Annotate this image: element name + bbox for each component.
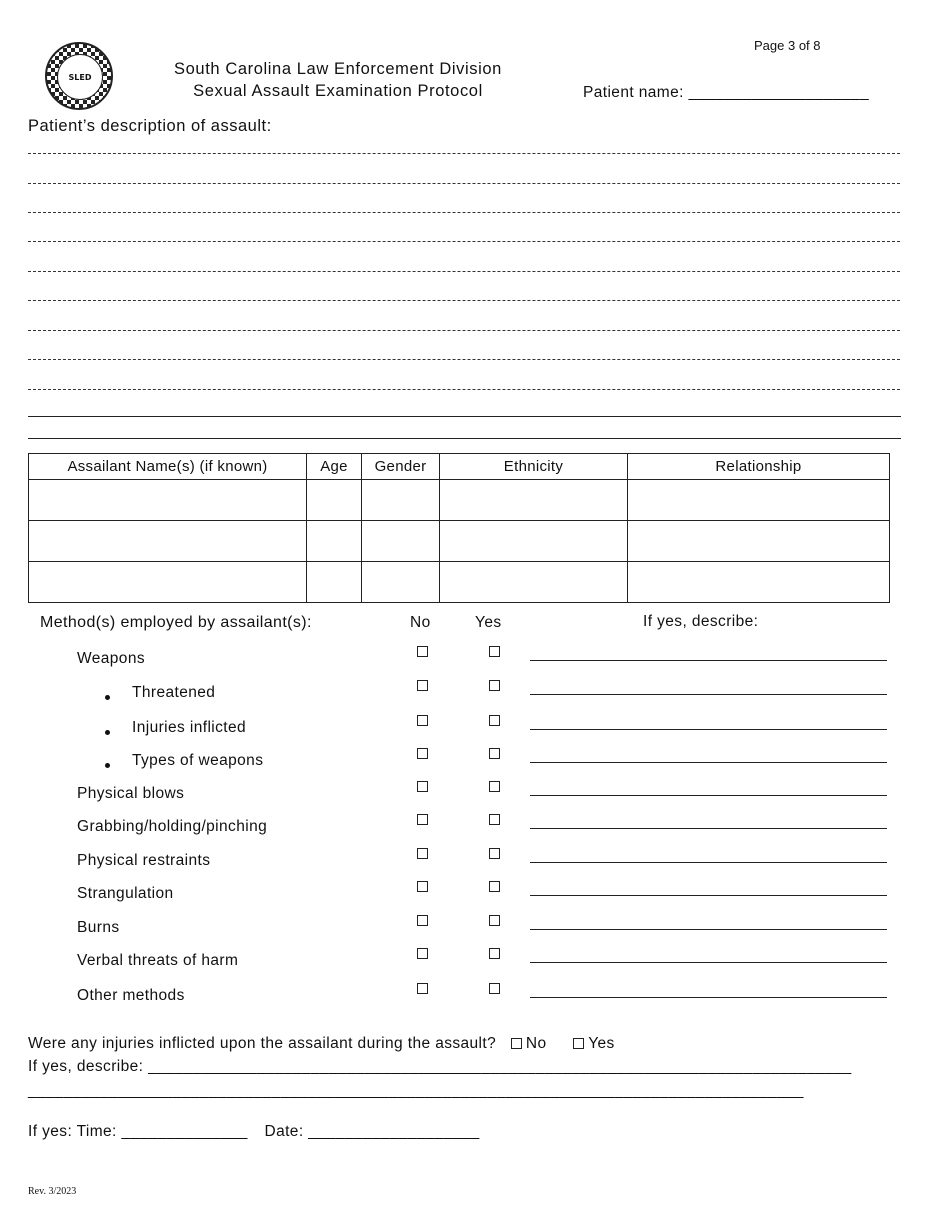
methods-yes-header: Yes [475, 614, 502, 631]
method-no-checkbox[interactable] [417, 948, 428, 959]
method-yes-checkbox[interactable] [489, 680, 500, 691]
bullet-icon [105, 730, 110, 735]
method-label: Verbal threats of harm [77, 952, 239, 969]
method-no-checkbox[interactable] [417, 646, 428, 657]
assailant-name-cell[interactable] [29, 521, 307, 562]
gender-cell[interactable] [362, 480, 440, 521]
assailant-name-cell[interactable] [29, 480, 307, 521]
relationship-cell[interactable] [628, 562, 890, 603]
method-yes-checkbox[interactable] [489, 715, 500, 726]
method-yes-checkbox[interactable] [489, 848, 500, 859]
method-describe-line[interactable] [530, 929, 887, 930]
time-blank[interactable]: ______________ [121, 1123, 248, 1140]
method-describe-line[interactable] [530, 694, 887, 695]
header-age: Age [307, 454, 362, 480]
injuries-describe-blank-2[interactable]: ______________________________________________________________________________________ [28, 1082, 804, 1099]
ethnicity-cell[interactable] [440, 480, 628, 521]
age-cell[interactable] [307, 521, 362, 562]
description-label: Patient’s description of assault: [28, 117, 272, 135]
age-cell[interactable] [307, 562, 362, 603]
method-label: Strangulation [77, 885, 174, 902]
method-label: Weapons [77, 650, 146, 667]
description-line[interactable] [28, 153, 900, 154]
header-relationship: Relationship [628, 454, 890, 480]
patient-name-blank[interactable]: ____________________ [688, 84, 869, 101]
method-no-checkbox[interactable] [417, 781, 428, 792]
table-row [29, 562, 890, 603]
method-describe-line[interactable] [530, 660, 887, 661]
method-describe-line[interactable] [530, 962, 887, 963]
method-yes-checkbox[interactable] [489, 983, 500, 994]
relationship-cell[interactable] [628, 480, 890, 521]
method-describe-line[interactable] [530, 828, 887, 829]
method-yes-checkbox[interactable] [489, 748, 500, 759]
method-label: Burns [77, 919, 120, 936]
method-no-checkbox[interactable] [417, 680, 428, 691]
method-yes-checkbox[interactable] [489, 814, 500, 825]
header-assailant-name: Assailant Name(s) (if known) [29, 454, 307, 480]
time-label: If yes: Time: [28, 1123, 117, 1140]
method-no-checkbox[interactable] [417, 915, 428, 926]
methods-heading: Method(s) employed by assailant(s): [40, 614, 312, 631]
gender-cell[interactable] [362, 521, 440, 562]
method-yes-checkbox[interactable] [489, 781, 500, 792]
method-describe-line[interactable] [530, 895, 887, 896]
description-line[interactable] [28, 241, 900, 242]
injuries-yes-checkbox[interactable] [573, 1038, 584, 1049]
method-no-checkbox[interactable] [417, 814, 428, 825]
gender-cell[interactable] [362, 562, 440, 603]
ethnicity-cell[interactable] [440, 521, 628, 562]
method-yes-checkbox[interactable] [489, 646, 500, 657]
method-describe-line[interactable] [530, 997, 887, 998]
injuries-describe-label: If yes, describe: [28, 1058, 144, 1075]
injuries-no-label: No [525, 1035, 547, 1052]
method-describe-line[interactable] [530, 795, 887, 796]
method-describe-line[interactable] [530, 862, 887, 863]
assailant-name-cell[interactable] [29, 562, 307, 603]
injuries-describe-blank[interactable]: ______________________________________________________________________________ [148, 1058, 852, 1075]
description-line[interactable] [28, 300, 900, 301]
method-label: Physical restraints [77, 852, 211, 869]
injuries-question-row [28, 1035, 615, 1053]
bullet-icon [105, 763, 110, 768]
agency-name: South Carolina Law Enforcement Division [174, 60, 502, 78]
method-label: Grabbing/holding/pinching [77, 818, 268, 835]
page-number: Page 3 of 8 [754, 38, 821, 53]
description-line[interactable] [28, 438, 901, 439]
description-line[interactable] [28, 212, 900, 213]
seal-center [57, 54, 103, 100]
methods-describe-header: If yes, describe: [643, 613, 759, 630]
method-no-checkbox[interactable] [417, 983, 428, 994]
method-no-checkbox[interactable] [417, 715, 428, 726]
relationship-cell[interactable] [628, 521, 890, 562]
method-label: Types of weapons [132, 752, 264, 769]
date-blank[interactable]: ___________________ [308, 1123, 480, 1140]
description-line[interactable] [28, 416, 901, 417]
revision-note: Rev. 3/2023 [28, 1186, 77, 1197]
method-label: Other methods [77, 987, 185, 1004]
description-line[interactable] [28, 183, 900, 184]
header-gender: Gender [362, 454, 440, 480]
assailant-table [28, 453, 890, 603]
injuries-describe-row [28, 1058, 852, 1076]
description-line[interactable] [28, 271, 900, 272]
method-describe-line[interactable] [530, 729, 887, 730]
description-line[interactable] [28, 330, 900, 331]
method-no-checkbox[interactable] [417, 748, 428, 759]
patient-name-field[interactable] [583, 84, 869, 102]
bullet-icon [105, 695, 110, 700]
method-yes-checkbox[interactable] [489, 881, 500, 892]
time-date-row [28, 1123, 480, 1141]
description-line[interactable] [28, 389, 900, 390]
injuries-question: Were any injuries inflicted upon the assailant during the assault? [28, 1035, 497, 1052]
method-yes-checkbox[interactable] [489, 915, 500, 926]
description-line[interactable] [28, 359, 900, 360]
header-ethnicity: Ethnicity [440, 454, 628, 480]
age-cell[interactable] [307, 480, 362, 521]
form-title: Sexual Assault Examination Protocol [193, 82, 483, 100]
patient-name-label: Patient name: [583, 84, 684, 101]
method-label: Physical blows [77, 785, 185, 802]
seal-text: SLED [68, 72, 92, 82]
table-row [29, 480, 890, 521]
methods-no-header: No [410, 614, 431, 631]
sled-seal-icon [45, 42, 113, 110]
method-no-checkbox[interactable] [417, 848, 428, 859]
date-label: Date: [264, 1123, 304, 1140]
method-label: Threatened [132, 684, 216, 701]
method-no-checkbox[interactable] [417, 881, 428, 892]
ethnicity-cell[interactable] [440, 562, 628, 603]
assailant-table-header [29, 454, 890, 480]
method-describe-line[interactable] [530, 762, 887, 763]
injuries-yes-label: Yes [588, 1035, 615, 1052]
injuries-no-checkbox[interactable] [511, 1038, 522, 1049]
table-row [29, 521, 890, 562]
method-label: Injuries inflicted [132, 719, 247, 736]
method-yes-checkbox[interactable] [489, 948, 500, 959]
